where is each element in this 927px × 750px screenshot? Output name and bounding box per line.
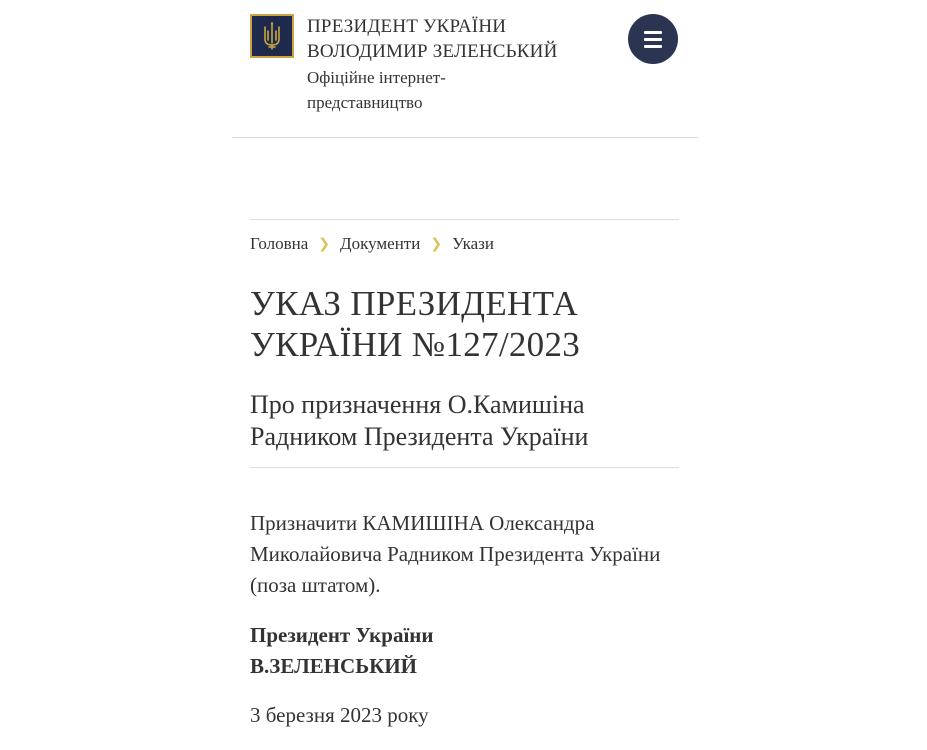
breadcrumb-home[interactable]: Головна [250, 234, 309, 253]
document-subtitle: Про призначення О.Камишіна Радником Президента України [250, 390, 589, 451]
page-title: УКАЗ ПРЕЗИДЕНТА УКРАЇНИ №127/2023 [250, 284, 581, 364]
menu-button[interactable] [628, 14, 678, 64]
title-divider [250, 467, 679, 468]
site-logo[interactable] [250, 14, 294, 58]
site-title-line2: ВОЛОДИМИР ЗЕЛЕНСЬКИЙ [307, 41, 558, 62]
trident-emblem-icon [261, 21, 283, 51]
site-title-line1: ПРЕЗИДЕНТ УКРАЇНИ [307, 16, 507, 37]
chevron-right-icon: ❯ [430, 236, 443, 252]
site-title[interactable] [307, 14, 558, 64]
header-divider [232, 137, 698, 138]
breadcrumb-decrees[interactable]: Укази [452, 234, 494, 253]
breadcrumb-documents[interactable]: Документи [340, 234, 421, 253]
document-body: Призначити КАМИШІНА Олександра Миколайовича Радником Президента України (поза штатом). [250, 511, 661, 597]
signature-position: Президент України [250, 623, 434, 647]
signature-name: В.ЗЕЛЕНСЬКИЙ [250, 654, 418, 678]
chevron-right-icon: ❯ [318, 236, 330, 252]
breadcrumb-divider [250, 219, 679, 220]
breadcrumb [250, 234, 494, 254]
hamburger-menu-icon [644, 31, 662, 34]
document-signature [250, 620, 690, 682]
document-date: 3 березня 2023 року [250, 703, 429, 727]
site-subtitle: Офіційне інтернет-представництво [307, 68, 446, 112]
